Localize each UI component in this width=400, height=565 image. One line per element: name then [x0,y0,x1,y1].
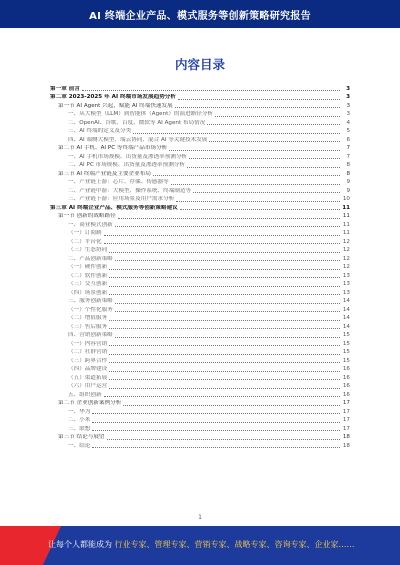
toc-entry[interactable] [50,356,350,365]
toc-entry-title: （三）跨界合作 [68,357,108,364]
toc-entry[interactable] [50,118,350,127]
toc-entry-title: （二）软件创新 [68,272,108,279]
toc-entry-title: 三、AI 终端的定义及分类 [68,128,132,134]
toc-entry[interactable] [50,169,350,178]
toc-entry-title: （二）平台化 [68,238,102,245]
toc-entry-page: 12 [342,264,350,270]
toc-entry[interactable] [50,271,350,280]
toc-entry[interactable] [50,144,350,153]
footer-slogan [48,539,355,550]
toc-entry[interactable] [50,246,350,255]
toc-dot-leader [209,141,340,142]
toc-entry-title: （六）用户运营 [68,383,108,389]
toc-entry[interactable] [50,178,350,187]
toc-entry-title: 二、产品创新策略 [68,255,113,262]
toc-entry-title: （二）社群营销 [68,349,108,355]
toc-entry[interactable] [50,390,350,399]
toc-dot-leader [215,116,340,117]
toc-entry-title: 第三章 AI 终端企业产品、模式服务等创新策略建议 [50,204,178,211]
toc-dot-leader [109,379,340,380]
toc-dot-leader [115,303,340,304]
toc-entry-title: 二、小米 [68,417,91,423]
toc-entry-title: 第二节 AI 手机、AI PC 等终端产品市场分析 [58,145,168,151]
toc-entry[interactable] [50,101,350,110]
toc-entry-page: 14 [342,306,350,313]
toc-entry-page: 3 [346,102,350,109]
toc-entry[interactable] [50,314,350,323]
toc-dot-leader [104,235,340,236]
toc-dot-leader [104,396,340,397]
toc-dot-leader [171,184,340,185]
toc-entry-title: 第三节 结论与展望 [58,434,105,440]
toc-entry[interactable] [50,331,350,340]
toc-entry-title: 三、产业链下游：应用场景及用户需求分析 [68,196,175,202]
toc-entry-page: 15 [342,332,350,338]
toc-entry[interactable] [50,93,350,102]
toc-entry-title: 三、服务创新策略 [68,298,113,304]
toc-entry-title: 二、AI PC 市场规模、出货量及渗透率预测分析 [68,162,185,168]
toc-dot-leader [175,107,340,108]
toc-entry-page: 15 [342,349,350,355]
toc-dot-leader [115,337,340,338]
toc-entry-page: 4 [346,119,350,126]
toc-entry-page: 17 [342,408,350,415]
toc-dot-leader [92,430,340,431]
toc-entry-title: 一、产业链上游：芯片、存储、传感器等 [68,179,169,185]
toc-entry[interactable] [50,127,350,136]
toc-entry-page: 16 [342,366,350,372]
toc-dot-leader [153,175,340,176]
toc-entry-page: 16 [342,391,350,398]
toc-entry-title: 第二章 2023-2025 年 AI 终端市场发展趋势分析 [50,94,176,100]
toc-entry-title: （三）生态协同 [68,247,108,253]
toc-entry-page: 12 [342,247,350,253]
toc-dot-leader [187,167,340,168]
toc-entry[interactable] [50,297,350,306]
toc-entry-title: 四、营销创新策略 [68,332,113,338]
toc-dot-leader [109,388,340,389]
toc-dot-leader [176,201,340,202]
toc-entry-page: 18 [342,442,350,449]
toc-entry-page: 3 [346,111,350,117]
toc-entry-page: 3 [346,85,350,92]
toc-entry[interactable] [50,382,350,391]
toc-dot-leader [123,405,340,406]
footer-slogan-prefix: 让每个人都能成为 [48,540,112,549]
footer-slogan-highlight: 行业专家、管理专家、营销专家、战略专家、咨询专家、企业家…… [114,540,355,549]
toc-entry[interactable] [50,339,350,348]
toc-entry-page: 12 [342,238,350,245]
toc-entry[interactable] [50,220,350,229]
toc-entry[interactable] [50,365,350,374]
toc-entry[interactable] [50,84,350,93]
toc-dot-leader [109,328,340,329]
toc-entry[interactable] [50,407,350,416]
toc-entry-page: 10 [342,196,350,202]
toc-entry-page: 17 [342,425,350,432]
toc-entry[interactable] [50,373,350,382]
toc-entry[interactable] [50,288,350,297]
toc-dot-leader [107,439,340,440]
toc-entry-title: 一、AI 手机市场规模、出货量及渗透率预测分析 [68,153,188,160]
toc-dot-leader [109,269,340,270]
toc-entry-title: （四）品牌建设 [68,366,108,372]
toc-dot-leader [92,422,340,423]
toc-dot-leader [109,252,340,253]
toc-dot-leader [109,277,340,278]
toc-dot-leader [109,286,340,287]
toc-dot-leader [109,362,340,363]
toc-entry[interactable] [50,203,350,212]
toc-entry-page: 11 [342,230,350,236]
toc-entry[interactable] [50,195,350,204]
toc-entry-page: 8 [346,162,350,168]
toc-entry-title: 一、商业模式创新 [68,221,113,228]
toc-dot-leader [109,371,340,372]
toc-entry-title: （二）增值服务 [68,315,108,321]
toc-dot-leader [118,218,340,219]
toc-entry-page: 11 [342,221,350,228]
toc-entry-title: 二、产业链中游：大模型、操作系统、终端制造等 [68,187,192,194]
toc-entry[interactable] [50,237,350,246]
toc-dot-leader [92,413,340,414]
toc-dot-leader [189,158,340,159]
footer-banner [0,526,400,565]
toc-entry-title: （一）个性化服务 [68,306,113,313]
toc-entry-title: 第一节 AI Agent 兴起，赋能 AI 终端快速发展 [58,102,173,109]
toc-heading: 内容目录 [174,57,225,72]
toc-entry[interactable] [50,416,350,425]
toc-entry[interactable] [50,254,350,263]
toc-entry-page: 11 [342,204,350,211]
toc-entry-page: 7 [346,153,350,160]
toc-entry[interactable] [50,280,350,289]
toc-entry-page: 11 [342,213,350,219]
toc-entry-page: 8 [346,170,350,177]
toc-entry-page: 15 [342,357,350,364]
toc-entry-page: 13 [342,281,350,287]
toc-entry-page: 16 [342,383,350,389]
toc-entry[interactable] [50,110,350,119]
toc-dot-leader [82,90,340,91]
toc-entry-title: （一）内容营销 [68,340,108,347]
toc-dot-leader [104,243,340,244]
toc-dot-leader [207,124,340,125]
toc-entry-title: 第二节 企业创新案例分析 [58,400,122,406]
toc-dot-leader [109,294,340,295]
toc-entry-page: 9 [346,179,350,185]
toc-entry-page: 14 [342,298,350,304]
toc-entry[interactable] [50,441,350,450]
toc-entry-page: 6 [346,136,350,143]
toc-entry[interactable] [50,322,350,331]
toc-entry-page: 13 [342,272,350,279]
toc-entry-page: 17 [342,417,350,423]
toc-entry-title: （五）渠道拓展 [68,374,108,381]
toc-dot-leader [109,345,340,346]
toc-entry-title: 三、联想 [68,425,91,432]
toc-entry[interactable] [50,212,350,221]
toc-entry[interactable] [50,348,350,357]
toc-entry-page: 7 [346,145,350,151]
toc-entry-title: 第一节 创新的战略路径 [58,213,116,219]
toc-dot-leader [109,320,340,321]
toc-entry-title: 四、AI 端侧大模型、端云协同、混合 AI 等关键技术发展 [68,136,208,143]
toc-entry-title: （一）硬件创新 [68,264,108,270]
toc-entry-page: 9 [346,187,350,194]
toc-dot-leader [133,133,340,134]
toc-dot-leader [115,311,340,312]
toc-entry-title: 一、结论 [68,442,91,449]
toc-entry-page: 3 [346,94,350,100]
toc-entry-title: （三）售后服务 [68,323,108,330]
toc-entry-title: 五、组织创新 [68,391,102,398]
toc-dot-leader [115,226,340,227]
toc-entry[interactable] [50,161,350,170]
toc-entry[interactable] [50,399,350,408]
toc-entry-page: 13 [342,289,350,296]
toc-entry-page: 18 [342,434,350,440]
toc-dot-leader [178,99,340,100]
toc-entry-title: （三）交互创新 [68,281,108,287]
toc-entry-title: 第一章 前言 [50,85,80,92]
toc-entry-title: 二、OpenAI、谷歌、百度、微软等 AI Agent 布局情况 [68,119,206,126]
toc-entry-title: （四）场景创新 [68,289,108,296]
toc-entry-page: 14 [342,315,350,321]
page-number: 1 [198,514,202,521]
toc-dot-leader [169,150,340,151]
toc-entry-page: 14 [342,323,350,330]
toc-dot-leader [92,447,340,448]
toc-entry[interactable] [50,186,350,195]
toc-entry-page: 15 [342,340,350,347]
toc-entry[interactable] [50,424,350,433]
toc-entry-title: 一、从大模型（LLM）到智能体（Agent）的演进路径分析 [68,111,214,117]
toc-dot-leader [109,354,340,355]
report-title: AI 终端企业产品、模式服务等创新策略研究报告 [89,11,311,22]
toc-entry-page: 17 [342,400,350,406]
toc-entry[interactable] [50,135,350,144]
toc-entry[interactable] [50,433,350,442]
toc-entry-page: 16 [342,374,350,381]
toc-dot-leader [115,260,340,261]
table-of-contents [50,84,350,450]
toc-entry[interactable] [50,263,350,272]
toc-entry-page: 12 [342,255,350,262]
toc-entry-title: 一、华为 [68,408,91,415]
toc-entry-title: （一）订阅制 [68,230,102,236]
toc-entry-page: 5 [346,128,350,134]
toc-entry[interactable] [50,229,350,238]
toc-entry-title: 第三节 AI 终端产业链及主要企业布局 [58,170,151,177]
toc-dot-leader [193,192,340,193]
toc-dot-leader [180,209,340,210]
report-header [0,0,400,28]
toc-entry[interactable] [50,305,350,314]
toc-entry[interactable] [50,152,350,161]
